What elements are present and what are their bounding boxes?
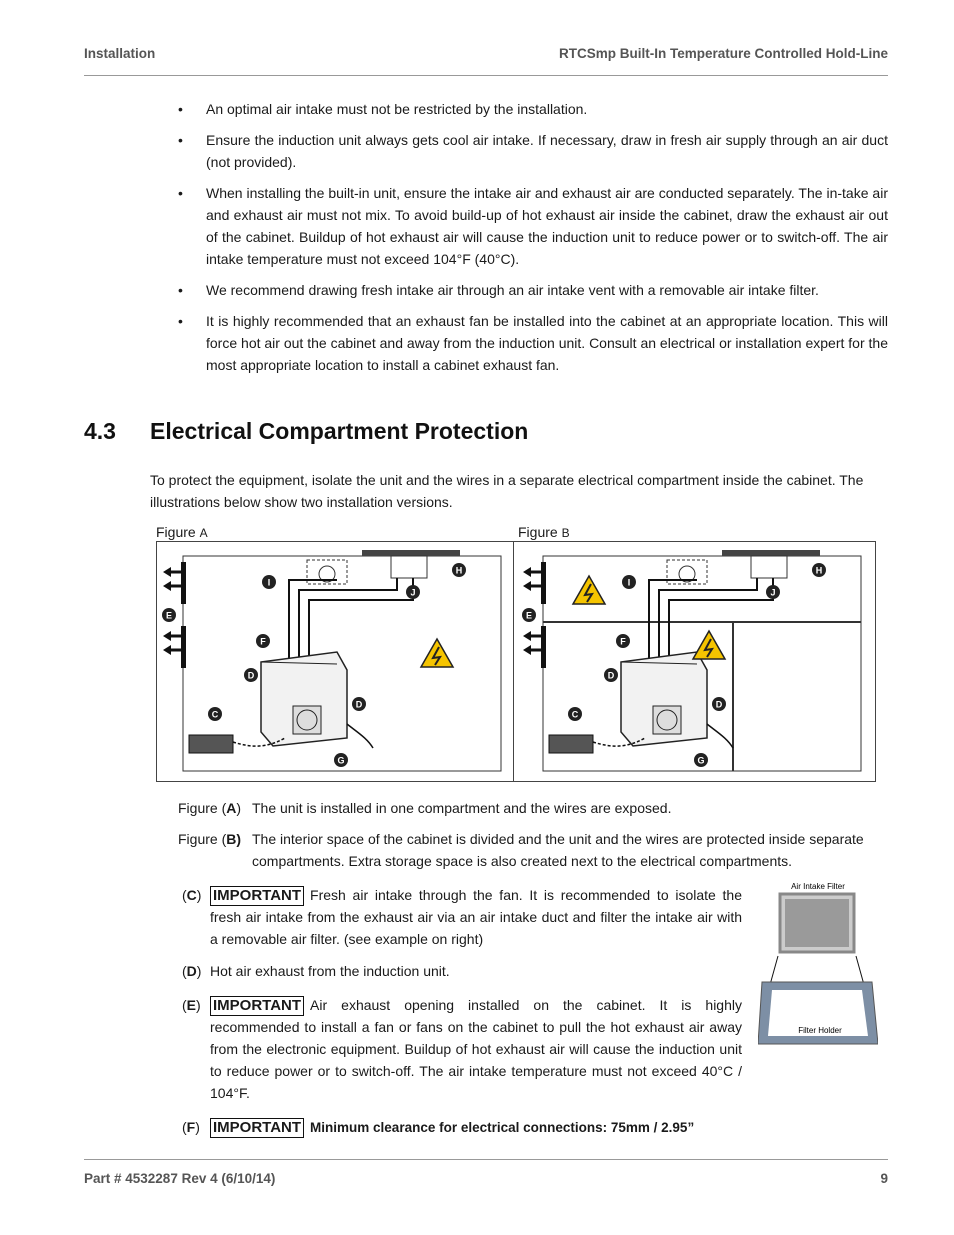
svg-text:C: C <box>571 709 579 720</box>
header-left: Installation <box>84 46 156 61</box>
svg-text:J: J <box>770 587 776 598</box>
callout-h <box>452 563 466 577</box>
callout-d <box>352 697 366 711</box>
important-badge: IMPORTANT <box>210 1118 304 1138</box>
footer-part-number: Part # 4532287 Rev 4 (6/10/14) <box>84 1171 276 1186</box>
bullet-item: • We recommend drawing fresh intake air through an air intake vent with a removable air intake filter. <box>178 282 819 298</box>
bullet-item: • When installing the built-in unit, ensure the intake air and exhaust air are conducted separately. The in-take air and exhaust air must not mix. To avoid build-up of hot exhaust air inside the cabinet, draw the exhaust air out of the cabinet. Buildup of hot exhaust air will cause the induction unit to reduce power or to switch-off. The air intake temperature must not exceed 104°F (40°C). <box>178 185 888 267</box>
callout-f <box>616 634 630 648</box>
svg-text:G: G <box>697 755 705 766</box>
svg-text:H: H <box>815 565 823 576</box>
callout-d <box>604 668 618 682</box>
filter-illustration <box>758 880 878 1050</box>
callout-i <box>262 575 276 589</box>
section-title: Electrical Compartment Protection <box>150 418 529 444</box>
svg-text:D: D <box>607 670 615 681</box>
figure-b-diagram <box>523 550 861 771</box>
svg-text:D: D <box>247 670 255 681</box>
section-number: 4.3 <box>84 418 116 444</box>
svg-text:D: D <box>715 699 723 710</box>
header-rule <box>84 75 888 76</box>
figure-a-diagram <box>163 550 501 771</box>
page-number: 9 <box>880 1171 888 1186</box>
svg-text:G: G <box>337 755 345 766</box>
svg-text:E: E <box>165 610 173 621</box>
svg-text:F: F <box>260 636 266 647</box>
section-heading <box>84 418 528 445</box>
svg-text:I: I <box>267 577 271 588</box>
figure-box <box>156 541 876 782</box>
important-badge: IMPORTANT <box>210 996 304 1016</box>
intro-paragraph: To protect the equipment, isolate the unit and the wires in a separate electrical compartment inside the cabinet. The illustrations below show two installation versions. <box>150 472 864 510</box>
important-badge: IMPORTANT <box>210 886 304 906</box>
callout-g <box>694 753 708 767</box>
figure-a-label: Figure A <box>156 524 208 540</box>
footer-rule <box>84 1159 888 1160</box>
svg-text:C: C <box>211 709 219 720</box>
svg-text:E: E <box>525 610 533 621</box>
callout-i <box>622 575 636 589</box>
callout-j <box>766 585 780 599</box>
bullet-item: • It is highly recommended that an exhaust fan be installed into the cabinet at an appropriate location. This will force hot air out the cabinet and away from the induction unit. Consult an electrical or installation expert for the most appropriate location to install a cabinet exhaust fan. <box>178 313 888 373</box>
callout-g <box>334 753 348 767</box>
figure-b-label: Figure B <box>518 524 570 540</box>
header-right: RTCSmp Built-In Temperature Controlled Hold-Line <box>559 46 888 61</box>
bullet-list <box>176 98 888 385</box>
callout-j <box>406 585 420 599</box>
bullet-item: • An optimal air intake must not be restricted by the installation. <box>178 101 588 117</box>
callout-e <box>162 608 176 622</box>
callout-d <box>244 668 258 682</box>
bullet-item: • Ensure the induction unit always gets cool air intake. If necessary, draw in fresh air supply through an air duct (not provided). <box>178 132 888 170</box>
callout-h <box>812 563 826 577</box>
callout-c <box>568 707 582 721</box>
svg-text:J: J <box>410 587 416 598</box>
svg-text:I: I <box>627 577 631 588</box>
svg-text:F: F <box>620 636 626 647</box>
svg-text:D: D <box>355 699 363 710</box>
installation-diagram <box>157 542 875 781</box>
filter-top-label: Air Intake Filter <box>791 882 845 891</box>
callout-f <box>256 634 270 648</box>
svg-text:H: H <box>455 565 463 576</box>
callout-e <box>522 608 536 622</box>
callout-d <box>712 697 726 711</box>
filter-bottom-label: Filter Holder <box>798 1026 842 1035</box>
callout-c <box>208 707 222 721</box>
